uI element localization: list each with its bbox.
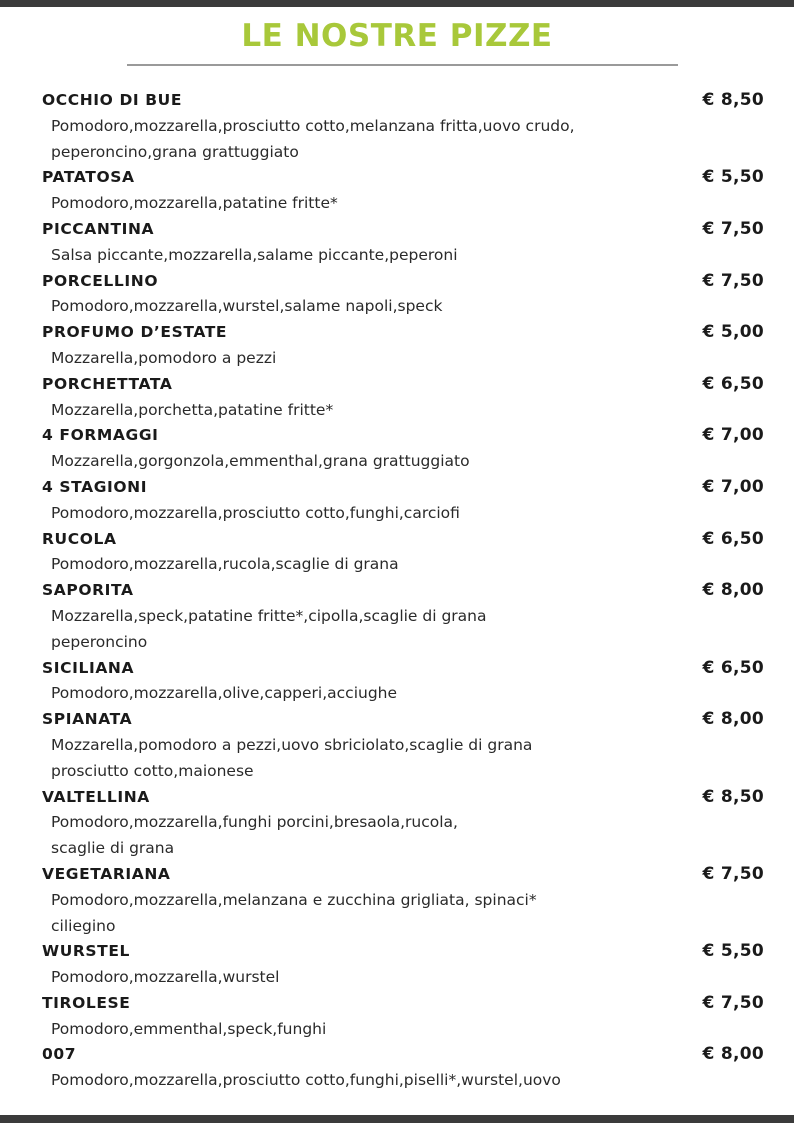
pizza-price: € 8,50 bbox=[702, 90, 764, 110]
pizza-price: € 6,50 bbox=[702, 657, 764, 678]
pizza-ingredients: Mozzarella,porchetta,patatine fritte* bbox=[51, 400, 334, 419]
pizza-price: € 5,50 bbox=[702, 941, 764, 962]
pizza-ingredients: Mozzarella,pomodoro a pezzi,uovo sbriciolato,scaglie di grana bbox=[51, 735, 533, 754]
page-title: LE NOSTRE PIZZE bbox=[241, 18, 553, 54]
pizza-name: 4 FORMAGGI bbox=[42, 426, 159, 445]
pizza-price: € 8,00 bbox=[702, 580, 764, 601]
menu-item bbox=[42, 475, 764, 527]
pizza-ingredients: Mozzarella,pomodoro a pezzi bbox=[51, 348, 277, 367]
pizza-price: € 7,50 bbox=[702, 218, 764, 239]
pizza-ingredients: peperoncino,grana grattuggiato bbox=[51, 142, 299, 161]
menu-item bbox=[42, 785, 764, 862]
pizza-ingredients: Pomodoro,mozzarella,melanzana e zucchina grigliata, spinaci* bbox=[51, 890, 537, 909]
pizza-ingredients: Pomodoro,mozzarella,funghi porcini,bresaola,rucola, bbox=[51, 813, 458, 832]
menu-item bbox=[42, 269, 764, 321]
pizza-name: 4 STAGIONI bbox=[42, 477, 148, 496]
pizza-ingredients: Pomodoro,emmenthal,speck,funghi bbox=[51, 1019, 327, 1038]
pizza-ingredients: Pomodoro,mozzarella,prosciutto cotto,funghi,piselli*,wurstel,uovo bbox=[51, 1071, 561, 1090]
menu-item bbox=[42, 423, 764, 475]
pizza-name: SAPORITA bbox=[42, 581, 134, 600]
pizza-price: € 6,50 bbox=[702, 528, 764, 549]
menu-item bbox=[42, 88, 764, 165]
pizza-name: PATATOSA bbox=[42, 168, 135, 187]
pizza-ingredients: peperoncino bbox=[51, 632, 148, 651]
pizza-ingredients: Pomodoro,mozzarella,prosciutto cotto,funghi,carciofi bbox=[51, 503, 460, 522]
pizza-name: 007 bbox=[42, 1045, 77, 1064]
pizza-name: OCCHIO DI BUE bbox=[42, 91, 183, 109]
pizza-name: PORCHETTATA bbox=[42, 374, 173, 393]
menu-item bbox=[42, 372, 764, 424]
menu-item bbox=[42, 991, 764, 1043]
pizza-price: € 7,50 bbox=[702, 270, 764, 291]
pizza-price: € 5,50 bbox=[702, 167, 764, 188]
pizza-menu-list bbox=[42, 88, 764, 1094]
pizza-name: VALTELLINA bbox=[42, 787, 150, 806]
menu-item bbox=[42, 527, 764, 579]
pizza-ingredients: prosciutto cotto,maionese bbox=[51, 761, 254, 780]
top-border-bar bbox=[0, 0, 794, 7]
pizza-name: SPIANATA bbox=[42, 710, 133, 729]
pizza-ingredients: Pomodoro,mozzarella,wurstel,salame napoli,speck bbox=[51, 297, 443, 316]
pizza-price: € 6,50 bbox=[702, 373, 764, 394]
pizza-ingredients: Mozzarella,speck,patatine fritte*,cipolla,scaglie di grana bbox=[51, 606, 487, 625]
pizza-name: TIROLESE bbox=[42, 993, 131, 1012]
menu-item bbox=[42, 656, 764, 708]
pizza-ingredients: Pomodoro,mozzarella,rucola,scaglie di grana bbox=[51, 555, 399, 574]
pizza-ingredients: ciliegino bbox=[51, 916, 116, 935]
pizza-price: € 7,50 bbox=[702, 992, 764, 1013]
pizza-name: SICILIANA bbox=[42, 658, 135, 677]
pizza-price: € 8,00 bbox=[702, 709, 764, 730]
menu-item bbox=[42, 1042, 764, 1094]
menu-item bbox=[42, 939, 764, 991]
pizza-ingredients: Pomodoro,mozzarella,prosciutto cotto,melanzana fritta,uovo crudo, bbox=[51, 116, 575, 135]
pizza-price: € 8,50 bbox=[702, 786, 764, 807]
menu-item bbox=[42, 165, 764, 217]
pizza-name: PORCELLINO bbox=[42, 271, 159, 290]
pizza-name: PICCANTINA bbox=[42, 219, 155, 238]
pizza-name: VEGETARIANA bbox=[42, 864, 171, 883]
title-divider bbox=[127, 64, 678, 66]
pizza-price: € 5,00 bbox=[702, 322, 764, 343]
pizza-ingredients: Pomodoro,mozzarella,wurstel bbox=[51, 968, 280, 987]
pizza-price: € 7,00 bbox=[702, 476, 764, 497]
pizza-ingredients: Pomodoro,mozzarella,patatine fritte* bbox=[51, 194, 338, 213]
pizza-name: PROFUMO D’ESTATE bbox=[42, 323, 228, 342]
pizza-ingredients: Pomodoro,mozzarella,olive,capperi,acciughe bbox=[51, 684, 398, 703]
pizza-price: € 7,00 bbox=[702, 425, 764, 446]
pizza-price: € 7,50 bbox=[702, 863, 764, 884]
menu-item bbox=[42, 578, 764, 655]
bottom-border-bar bbox=[0, 1115, 794, 1123]
pizza-name: RUCOLA bbox=[42, 529, 117, 548]
pizza-ingredients: scaglie di grana bbox=[51, 839, 175, 858]
menu-item bbox=[42, 862, 764, 939]
menu-item bbox=[42, 707, 764, 784]
pizza-ingredients: Salsa piccante,mozzarella,salame piccante,peperoni bbox=[51, 245, 458, 264]
menu-item bbox=[42, 217, 764, 269]
pizza-ingredients: Mozzarella,gorgonzola,emmenthal,grana grattuggiato bbox=[51, 452, 470, 471]
menu-item bbox=[42, 320, 764, 372]
pizza-name: WURSTEL bbox=[42, 942, 131, 961]
pizza-price: € 8,00 bbox=[702, 1044, 764, 1065]
